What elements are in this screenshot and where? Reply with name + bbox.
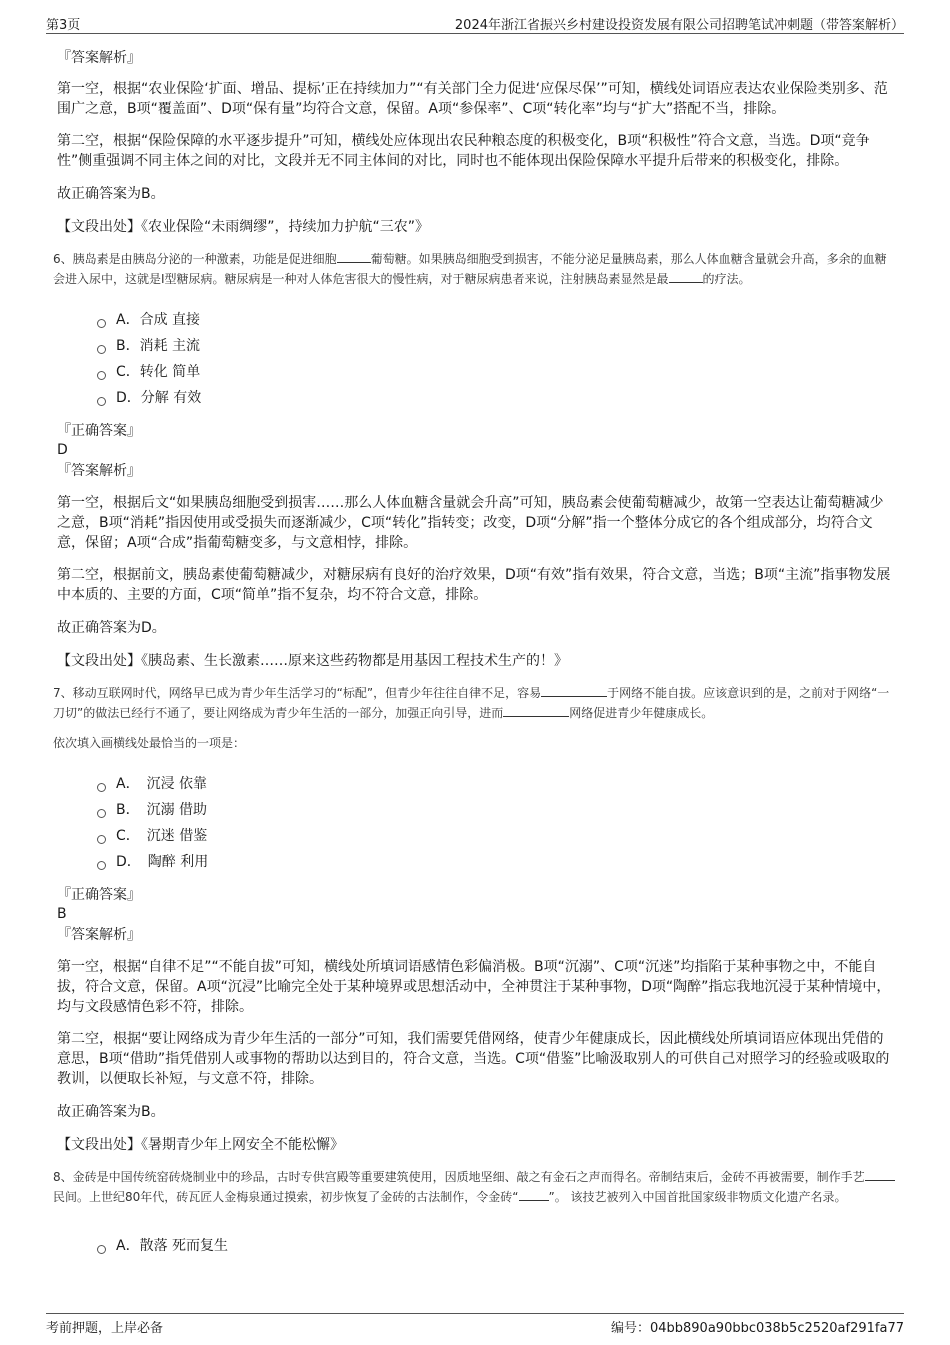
radio-icon[interactable] <box>97 319 106 328</box>
radio-icon[interactable] <box>97 1245 106 1254</box>
question-prompt: 依次填入画横线处最恰当的一项是： <box>53 736 246 750</box>
document-title: 2024年浙江省振兴乡村建设投资发展有限公司招聘笔试冲刺题（带答案解析） <box>454 18 904 33</box>
document-id: 编号：04bb890a90bbc038b5c2520af291fa77 <box>610 1321 904 1336</box>
analysis-conclusion: 故正确答案为B。 <box>57 1104 165 1120</box>
source-citation: 【文段出处】《农业保险“未雨绸缪”，持续加力护航“三农”》 <box>57 219 430 235</box>
answer-blank <box>519 1187 549 1201</box>
radio-icon[interactable] <box>97 861 106 870</box>
analysis-tag: 『答案解析』 <box>57 927 141 943</box>
radio-icon[interactable] <box>97 345 106 354</box>
source-citation: 【文段出处】《暑期青少年上网安全不能松懈》 <box>57 1137 344 1153</box>
analysis-conclusion: 故正确答案为B。 <box>57 186 165 202</box>
question-text: 8、金砖是中国传统窑砖烧制业中的珍品，古时专供宫殿等重要建筑使用，因质地坚细、敲之有金石之声而得名。帝制结束后，金砖不再被需要，制作手艺民间。上世纪80年代，砖瓦匠人金梅泉通过摸索，初步恢复了金砖的古法制作，令金砖“ ”。 该技艺被列入中国首批国家级非物质文化遗产名录。 <box>53 1167 895 1207</box>
radio-icon[interactable] <box>97 371 106 380</box>
analysis-conclusion: 故正确答案为D。 <box>57 620 166 636</box>
option-a[interactable]: A．散落 死而复生 <box>97 1233 895 1259</box>
source-citation: 【文段出处】《胰岛素、生长激素……原来这些药物都是用基因工程技术生产的！》 <box>57 653 568 669</box>
question-7 <box>53 683 895 1155</box>
analysis-paragraph: 第一空，根据“自律不足”“不能自拔”可知，横线处所填词语感情色彩偏消极。B项“沉溺”、C项“沉迷”均指陷于某种事物之中，不能自拔，符合文意，保留。A项“沉浸”比喻完全处于某种境界或思想活动中，全神贯注于某种事物，D项“陶醉”指忘我地沉浸于某种情境中，均与文段感情色彩不符，排除。 <box>57 959 891 1015</box>
main-content <box>53 48 895 1269</box>
option-b[interactable]: B．消耗 主流 <box>97 333 895 359</box>
option-a[interactable]: A． 沉浸 依靠 <box>97 771 895 797</box>
radio-icon[interactable] <box>97 809 106 818</box>
question-8 <box>53 1167 895 1259</box>
question-text: 7、移动互联网时代，网络早已成为青少年生活学习的“标配”，但青少年往往自律不足，容易 于网络不能自拔。应该意识到的是，之前对于网络“一刀切”的做法已经行不通了，要让网络成为青少年生活的一部分，加强正向引导，进而 网络促进青少年健康成长。 <box>53 683 895 723</box>
option-c[interactable]: C．转化 简单 <box>97 359 895 385</box>
option-d[interactable]: D． 陶醉 利用 <box>97 849 895 875</box>
correct-answer-tag: 『正确答案』 <box>57 423 141 439</box>
analysis-paragraph: 第二空，根据“要让网络成为青少年生活的一部分”可知，我们需要凭借网络，使青少年健康成长，因此横线处所填词语应体现出凭借的意思，B项“借助”指凭借别人或事物的帮助以达到目的，符合文意，当选。C项“借鉴”比喻汲取别人的可供自己对照学习的经验或吸取的教训，以便取长补短，与文意不符，排除。 <box>57 1031 890 1087</box>
analysis-paragraph: 第一空，根据“农业保险‘扩面、增品、提标’正在持续加力”“有关部门全力促进‘应保尽保’”可知，横线处词语应表达农业保险类别多、范围广之意，B项“覆盖面”、D项“保有量”均符合文意，保留。A项“参保率”、C项“转化率”均与“扩大”搭配不当，排除。 <box>57 81 888 117</box>
options-list <box>97 307 895 411</box>
answer-blank <box>503 703 569 717</box>
correct-answer: D <box>57 442 68 458</box>
correct-answer-tag: 『正确答案』 <box>57 887 141 903</box>
page-footer <box>46 1313 904 1337</box>
radio-icon[interactable] <box>97 397 106 406</box>
correct-answer: B <box>57 906 67 922</box>
q5-analysis <box>57 48 895 237</box>
option-d[interactable]: D．分解 有效 <box>97 385 895 411</box>
analysis-paragraph: 第二空，根据前文，胰岛素使葡萄糖减少，对糖尿病有良好的治疗效果，D项“有效”指有效果，符合文意，当选；B项“主流”指事物发展中本质的、主要的方面，C项“简单”指不复杂，均不符合文意，排除。 <box>57 567 891 603</box>
question-text: 6、胰岛素是由胰岛分泌的一种激素，功能是促进细胞 葡萄糖。如果胰岛细胞受到损害，不能分泌足量胰岛素，那么人体血糖含量就会升高，多余的血糖会进入尿中，这就是I型糖尿病。糖尿病是一种对人体危害很大的慢性病，对于糖尿病患者来说，注射胰岛素显然是最 的疗法。 <box>53 249 895 289</box>
answer-blank <box>865 1167 895 1181</box>
radio-icon[interactable] <box>97 835 106 844</box>
radio-icon[interactable] <box>97 783 106 792</box>
question-6 <box>53 249 895 671</box>
footer-slogan: 考前押题，上岸必备 <box>46 1321 164 1336</box>
options-list <box>97 771 895 875</box>
answer-blank <box>669 269 703 283</box>
analysis-paragraph: 第一空，根据后文“如果胰岛细胞受到损害……那么人体血糖含量就会升高”可知，胰岛素会使葡萄糖减少，故第一空表达让葡萄糖减少之意，B项“消耗”指因使用或受损失而逐渐减少，C项“转化”指转变；改变，D项“分解”指一个整体分成它的各个组成部分，均符合文意，保留；A项“合成”指葡萄糖变多，与文意相悖，排除。 <box>57 495 884 551</box>
answer-blank <box>541 683 607 697</box>
options-list <box>97 1233 895 1259</box>
option-b[interactable]: B． 沉溺 借助 <box>97 797 895 823</box>
page-number: 第3页 <box>46 18 81 33</box>
analysis-tag: 『答案解析』 <box>57 463 141 479</box>
answer-blank <box>337 249 371 263</box>
analysis-tag: 『答案解析』 <box>57 50 141 66</box>
page-header <box>46 12 904 34</box>
option-c[interactable]: C． 沉迷 借鉴 <box>97 823 895 849</box>
option-a[interactable]: A．合成 直接 <box>97 307 895 333</box>
analysis-paragraph: 第二空，根据“保险保障的水平逐步提升”可知，横线处应体现出农民种粮态度的积极变化，B项“积极性”符合文意，当选。D项“竞争性”侧重强调不同主体之间的对比，文段并无不同主体间的对比，同时也不能体现出保险保障水平提升后带来的积极变化，排除。 <box>57 133 870 169</box>
